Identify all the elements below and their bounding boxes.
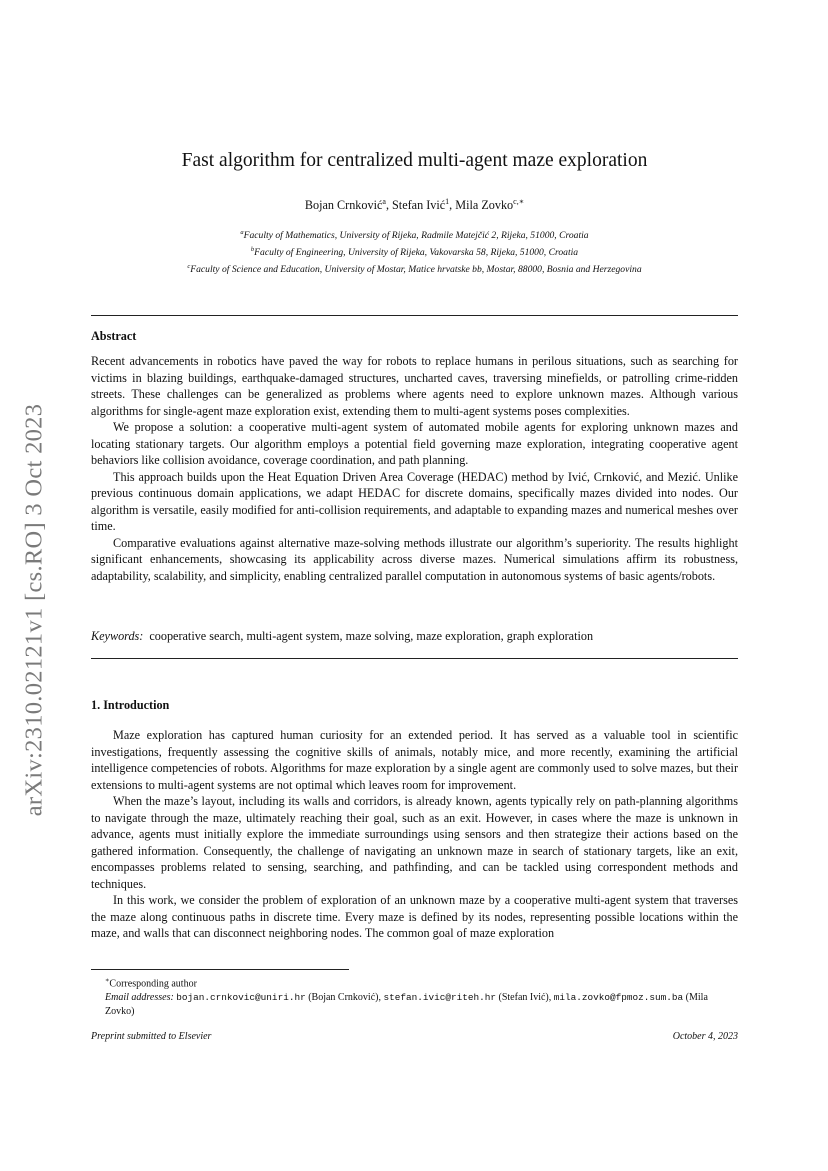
author-mark: 1 [445,197,450,206]
affiliation-text: Faculty of Engineering, University of Rijeka, Vakovarska 58, Rijeka, 51000, Croatia [254,247,579,259]
abstract-paragraph: This approach builds upon the Heat Equation Driven Area Coverage (HEDAC) method by Ivić, Crnković, and Mezić. Unlike previous continuous domain applications, we adapt HEDAC for discrete domains, specifically mazes divided into nodes. Our algorithm is versatile, easily modified for anti-collision requirements, and adaptable to expanding mazes and numerical meshes over time. [91,469,738,533]
arxiv-id-text: arXiv:2310.02121v1 [cs.RO] 3 Oct 2023 [20,403,48,816]
affiliation-mark: b [250,245,255,253]
author-mark: a [382,197,386,206]
footnotes [91,974,738,1018]
affiliation-mark: a [240,229,244,236]
section-heading-introduction: 1. Introduction [91,698,170,712]
email-owner: (Bojan Crnković), [308,991,381,1003]
affiliation [91,226,738,243]
email-label: Email addresses: [105,991,174,1003]
affiliation [91,243,738,260]
paper-title: Fast algorithm for centralized multi-agent maze exploration [181,150,648,171]
abstract-paragraph: Comparative evaluations against alternative maze-solving methods illustrate our algorithm’s superiority. The results highlight significant enhancements, showcasing its applicability across diverse mazes. Numerical simulations affirm its robustness, adaptability, scalability, and simplicity, enabling centralized parallel computation in autonomous systems of basic agents/robots. [91,535,738,583]
author-name: Mila Zovko [455,198,514,213]
page-footer [91,1031,738,1042]
arxiv-identifier [14,372,54,847]
email-link[interactable]: mila.zovko@fpmoz.sum.ba [553,991,684,1003]
abstract-paragraph: We propose a solution: a cooperative multi-agent system of automated mobile agents for exploring unknown mazes and locating stationary targets. Our algorithm employs a potential field governing maze exploration, integrating cooperative agent behaviors like collision avoidance, coverage coordination, and path planning. [91,420,738,467]
author-name: Stefan Ivić [392,198,446,213]
footer-left: Preprint submitted to Elsevier [91,1031,212,1042]
corresponding-text: Corresponding author [109,978,197,990]
intro-paragraph: Maze exploration has captured human curiosity for an extended period. It has served as a valuable tool in scientific investigations, frequently assessing the cognitive skills of animals, notably mice, and more recently, examining the artificial intelligence competencies of robots. Algorithms for maze exploration by a single agent are commonly used to solve mazes, but their extensions to multi-agent systems are not optimal which leaves room for improvement. [91,728,738,792]
footnote-emails [91,991,738,1018]
keywords-label: Keywords: [91,629,144,643]
keywords-text: cooperative search, multi-agent system, maze solving, maze exploration, graph exploration [149,629,594,643]
affiliation-list [91,226,738,277]
footer-date: October 4, 2023 [672,1031,738,1042]
author-mark: c,∗ [513,197,525,206]
footnote-rule [91,969,349,970]
abstract-paragraph: Recent advancements in robotics have paved the way for robots to replace humans in perilous situations, such as searching for victims in blazing buildings, earthquake-damaged structures, uncharted caves, traversing minefields, or patrolling crime-ridden streets. These challenges can be generalized as problems where agents need to explore unknown mazes. Although various algorithms for single-agent maze exploration exist, extending them to multi-agent systems poses complexities. [91,354,738,418]
abstract-body [91,353,738,584]
footnote-corresponding: ∗Corresponding author [105,977,197,990]
intro-paragraph: In this work, we consider the problem of exploration of an unknown maze by a cooperative multi-agent system that traverses the maze along continuous paths in discrete time. Every maze is defined by its nodes, representing possible locations within the maze, and walls that can disconnect neighboring nodes. The common goal of maze exploration [91,893,738,940]
introduction-body [91,727,738,942]
abstract-heading: Abstract [91,329,137,343]
intro-paragraph: When the maze’s layout, including its walls and corridors, is already known, agents typically rely on path-planning algorithms to navigate through the maze, ultimately reaching their goal, such as an exit. However, in cases where the maze is unknown in advance, agents must initially explore the immediate surroundings using sensors and then strategize their actions based on the gathered information. Consequently, the challenge of navigating an unknown maze in search of stationary targets, like an exit, encompasses problems related to sensing, searching, and pathfinding, and can be tackled using correspondent methods and techniques. [91,794,738,891]
affiliation-mark: c [187,262,191,270]
affiliation [91,260,738,277]
email-link[interactable]: bojan.crnkovic@uniri.hr [176,991,306,1003]
abstract-top-rule [91,315,738,316]
keywords [91,629,738,644]
abstract-bottom-rule [91,658,738,659]
affiliation-text: Faculty of Science and Education, University of Mostar, Matice hrvatske bb, Mostar, 88000, Bosnia and Herzegovina [190,263,642,275]
email-owner: (Stefan Ivić), [498,991,552,1003]
email-link[interactable]: stefan.ivic@riteh.hr [383,991,496,1003]
author-list: Bojan Crnković$^a$, Stefan Ivić$^1$, Mila Zovko$^{c,∗}$ [304,197,525,213]
email-owner: (Mila Zovko) [105,991,708,1017]
affiliation-text: Faculty of Mathematics, University of Rijeka, Radmile Matejčić 2, Rijeka, 51000, Croatia [243,230,589,242]
author-name: Bojan Crnković [304,198,383,213]
